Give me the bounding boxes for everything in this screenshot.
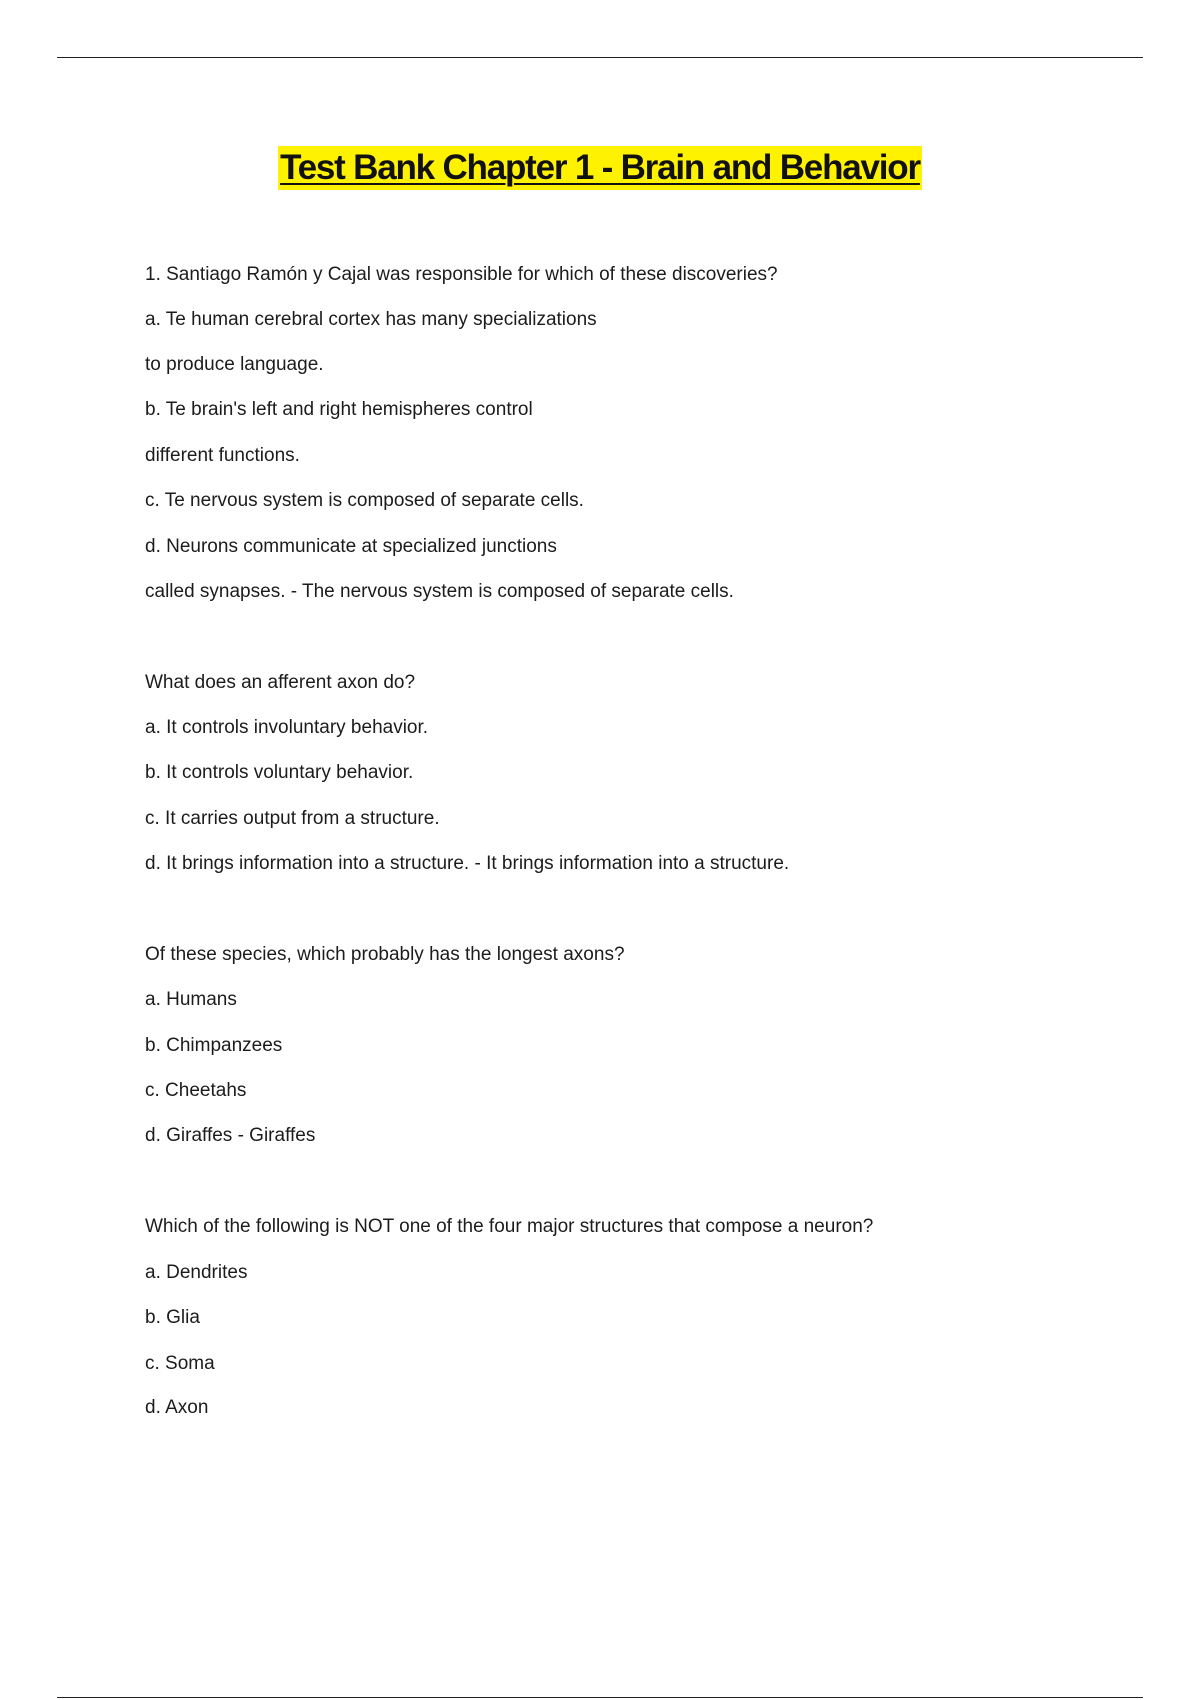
question-1-option-a: a. Te human cerebral cortex has many specializations (145, 309, 597, 330)
question-3-option-b: b. Chimpanzees (145, 1035, 283, 1056)
question-1-option-d-answer: called synapses. - The nervous system is composed of separate cells. (145, 581, 734, 602)
question-4-stem: Which of the following is NOT one of the four major structures that compose a neuron? (145, 1216, 874, 1237)
question-1-option-a-cont: to produce language. (145, 354, 324, 375)
question-1-option-d: d. Neurons communicate at specialized junctions (145, 536, 557, 557)
question-2-option-d-answer: d. It brings information into a structure. - It brings information into a structure. (145, 853, 790, 874)
question-4-option-c: c. Soma (145, 1353, 215, 1374)
question-2-option-c: c. It carries output from a structure. (145, 808, 440, 829)
question-3-option-a: a. Humans (145, 989, 237, 1010)
document-title: Test Bank Chapter 1 - Brain and Behavior (278, 146, 922, 190)
question-4-option-d: d. Axon (145, 1397, 209, 1418)
question-3-option-c: c. Cheetahs (145, 1080, 247, 1101)
question-2-stem: What does an afferent axon do? (145, 672, 416, 693)
question-3-option-d-answer: d. Giraffes - Giraffes (145, 1125, 316, 1146)
bottom-rule (57, 1697, 1143, 1698)
question-4-option-b: b. Glia (145, 1307, 200, 1328)
question-2-option-a: a. It controls involuntary behavior. (145, 717, 429, 738)
question-3-stem: Of these species, which probably has the longest axons? (145, 944, 625, 965)
question-4-option-a: a. Dendrites (145, 1262, 248, 1283)
question-1-stem: 1. Santiago Ramón y Cajal was responsible for which of these discoveries? (145, 264, 778, 285)
question-2-option-b: b. It controls voluntary behavior. (145, 762, 414, 783)
title-block (0, 146, 1200, 190)
question-1-option-b: b. Te brain's left and right hemispheres control (145, 399, 533, 420)
question-1-option-b-cont: different functions. (145, 445, 300, 466)
top-rule (57, 57, 1143, 58)
question-1-option-c: c. Te nervous system is composed of separate cells. (145, 490, 584, 511)
